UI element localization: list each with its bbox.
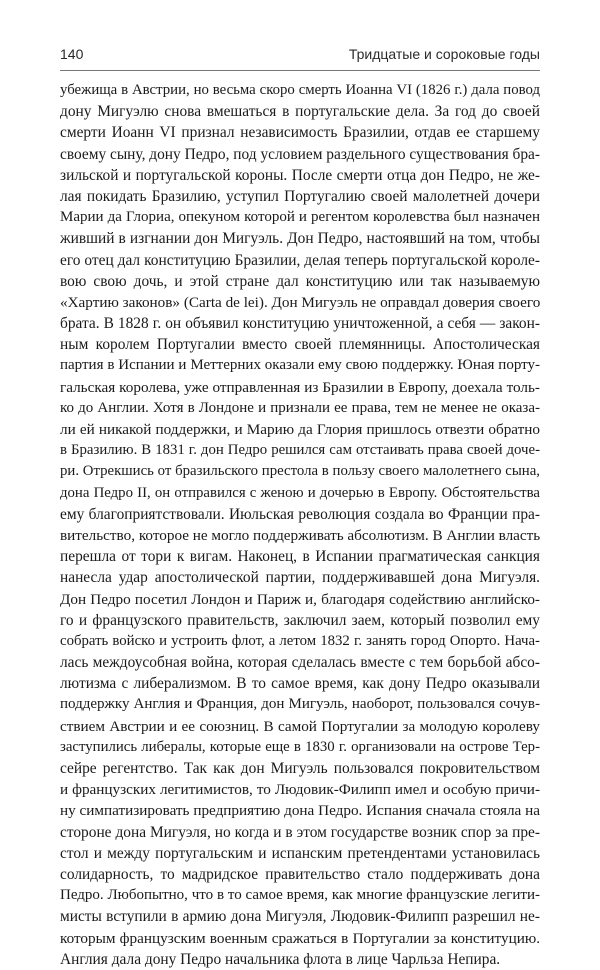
text-line: гальская королева, уже отправленная из Бразилии в Европу, доехала толь- bbox=[60, 378, 540, 396]
text-line: поддержку Англия и Франция, дон Мигуэль, наоборот, пользовался сочув- bbox=[60, 696, 540, 713]
body-text bbox=[60, 80, 540, 970]
text-line: ствием Австрии и ее союзниц. В самой Португалии за молодую королеву bbox=[60, 717, 540, 735]
text-line: Марии да Глориа, опекуном которой и регентом королевства был назначен bbox=[60, 209, 540, 226]
text-line: дона Педро II, он отправился с женою и дочерью в Европу. Обстоятельства bbox=[60, 484, 540, 501]
text-line: своему сыну, дону Педро, под условием раздельного существования бра- bbox=[60, 145, 540, 163]
text-line: ным королем Португалии вместо своей племянницы. Апостолическая bbox=[60, 336, 540, 354]
text-line: нанесла удар апостолической партии, поддерживавшей дона Мигуэля. bbox=[60, 569, 540, 587]
text-line: сейре регентство. Так как дон Мигуэль пользовался покровительством bbox=[60, 760, 540, 777]
text-line: го и французского правительств, заключил заем, который позволил ему bbox=[60, 611, 540, 629]
text-line: и французских легитимистов, то Людовик-Филипп имел и особую причи- bbox=[60, 781, 540, 799]
header-rule bbox=[60, 70, 540, 71]
text-line: брата. В 1828 г. он объявил конституцию уничтоженной, а себя — закон- bbox=[60, 315, 540, 333]
text-line: в Бразилию. В 1831 г. дон Педро решился сам отстаивать права своей доче- bbox=[60, 442, 540, 459]
text-line: стороне дона Мигуэля, но когда и в этом государстве возник спор за пре- bbox=[60, 823, 540, 841]
text-line: заступились либералы, которые еще в 1830 г. организовали на острове Тер- bbox=[60, 738, 540, 755]
text-line: партия в Испании и Меттерних оказали ему свою поддержку. Юная порту- bbox=[60, 357, 540, 374]
text-line: мисты вступили в армию дона Мигуэля, Людовик-Филипп разрешил не- bbox=[60, 908, 540, 926]
text-line: убежища в Австрии, но весьма скоро смерть Иоанна VI (1826 г.) дала повод bbox=[60, 82, 540, 98]
text-line: ко до Англии. Хотя в Лондоне и признали ее права, тем не менее не оказа- bbox=[60, 399, 540, 416]
text-line: Педро. Любопытно, что в то самое время, как многие французские легити- bbox=[60, 887, 540, 904]
text-line: ну симпатизировать предприятию дона Педро. Испания сначала стояла на bbox=[60, 802, 540, 820]
page-number: 140 bbox=[60, 46, 84, 62]
section-title: Тридцатые и сороковые годы bbox=[348, 46, 540, 62]
text-line: его отец дал конституцию Бразилии, делая теперь португальской короле- bbox=[60, 251, 540, 269]
text-line: смерти Иоанн VI признал независимость Бразилии, отдав ее старшему bbox=[60, 124, 540, 142]
text-line: лютизма с либерализмом. В то самое время, как дону Педро оказывали bbox=[60, 675, 540, 693]
text-line: Англия дала дону Педро начальника флота в лице Чарльза Непира. bbox=[60, 950, 501, 968]
text-line: ри. Отрекшись от бразильского престола в пользу своего малолетнего сына, bbox=[60, 463, 540, 480]
text-line: лая покидать Бразилию, уступил Португалию своей малолетней дочери bbox=[60, 187, 540, 205]
text-line: вою свою дочь, и этой стране дал конституцию или так называемую bbox=[60, 272, 540, 290]
text-line: собрать войско и устроить флот, а летом 1832 г. занять город Опорто. Нача- bbox=[60, 632, 540, 649]
text-line: Дон Педро посетил Лондон и Париж и, благодаря содействию английско- bbox=[60, 590, 540, 608]
running-head bbox=[60, 46, 540, 70]
text-line: дону Мигуэлю снова вмешаться в португальские дела. За год до своей bbox=[60, 103, 540, 121]
text-line: лась междоусобная война, которая сделалась вместе с тем борьбой абсо- bbox=[60, 654, 540, 672]
text-line: перешла от тори к вигам. Наконец, в Испании прагматическая санкция bbox=[60, 548, 540, 566]
text-line: солидарность, то мадридское правительство стало поддерживать дона bbox=[60, 865, 540, 883]
text-line: которым французским военным сражаться в Португалии за конституцию. bbox=[60, 929, 540, 947]
text-line: ему благоприятствовали. Июльская революция создала во Франции пра- bbox=[60, 505, 540, 523]
text-line: «Хартию законов» (Carta de lei). Дон Мигуэль не оправдал доверия своего bbox=[60, 293, 540, 311]
text-line: вительство, которое не могло поддерживать абсолютизм. В Англии власть bbox=[60, 526, 540, 544]
text-line: живший в изгнании дон Мигуэль. Дон Педро, настоявший на том, чтобы bbox=[60, 230, 540, 248]
text-line: зильской и португальской короны. После смерти отца дон Педро, не же- bbox=[60, 166, 540, 184]
text-line: ли ей никакой поддержки, и Марию да Глория пришлось отвезти обратно bbox=[60, 421, 540, 438]
text-line: стол и между португальским и испанским претендентами установилась bbox=[60, 844, 540, 862]
